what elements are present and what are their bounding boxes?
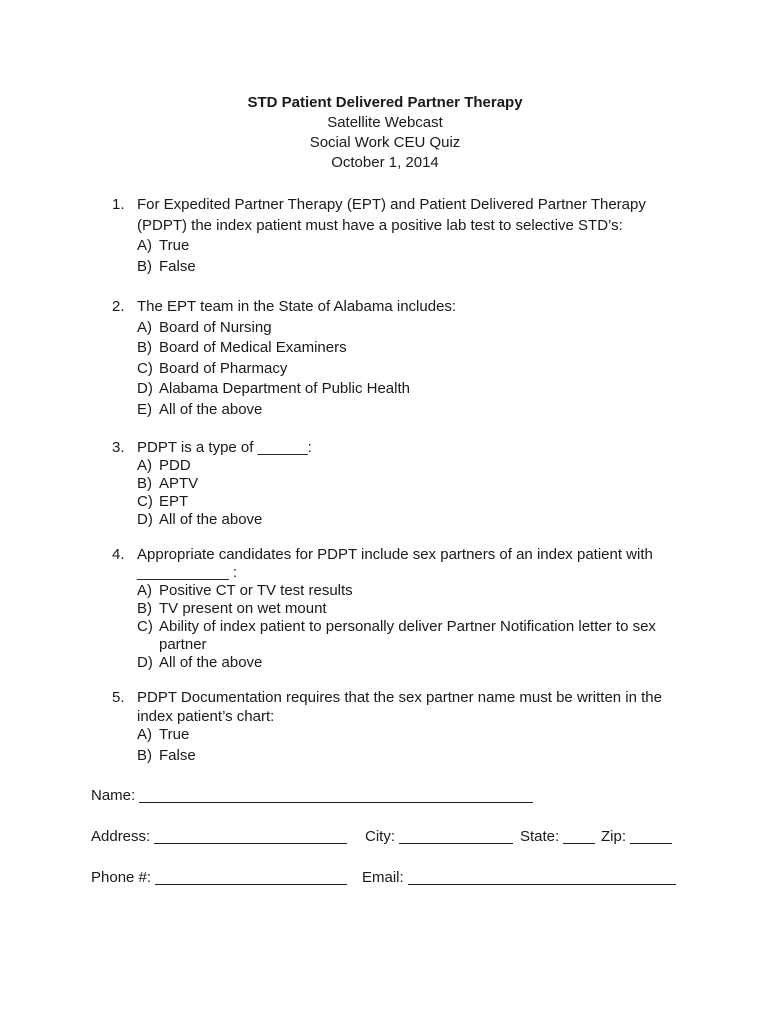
question-text [112, 439, 672, 457]
option-text: Positive CT or TV test results [159, 582, 353, 599]
question-text [112, 689, 672, 726]
question-line: The EPT team in the State of Alabama includes: [137, 298, 457, 315]
name-field [91, 786, 533, 806]
address-label: Address: [91, 828, 151, 845]
question-4 [112, 546, 672, 672]
option-d [137, 379, 672, 400]
option-text: False [159, 746, 196, 764]
option-text: Ability of index patient to personally deliver Partner Notification letter to sex [159, 618, 656, 635]
question-line: (PDPT) the index patient must have a positive lab test to selective STD’s: [137, 216, 623, 234]
option-letter: A) [137, 726, 152, 743]
question-1 [112, 195, 672, 277]
email-label: Email: [362, 869, 404, 886]
subtitle-date: October 1, 2014 [331, 154, 439, 171]
option-c [137, 493, 672, 511]
zip-input-line[interactable] [630, 827, 672, 844]
option-text: True [159, 237, 190, 254]
option-text: PDD [159, 457, 191, 474]
option-e [137, 400, 672, 421]
option-letter: B) [137, 746, 152, 764]
option-text: All of the above [159, 511, 263, 528]
city-field [365, 827, 513, 847]
question-number: 3. [112, 439, 125, 456]
question-line: PDPT Documentation requires that the sex partner name must be written in the [137, 689, 662, 706]
question-2 [112, 297, 672, 420]
phone-label: Phone #: [91, 869, 152, 886]
question-line: Appropriate candidates for PDPT include sex partners of an index patient with [137, 546, 653, 563]
option-letter: A) [137, 582, 152, 599]
option-c [137, 618, 672, 654]
option-text: EPT [159, 493, 189, 510]
option-a [137, 236, 672, 257]
question-line: ___________ : [137, 564, 238, 581]
option-letter: B) [137, 600, 152, 617]
option-letter: D) [137, 654, 153, 671]
option-c [137, 359, 672, 380]
option-letter: A) [137, 457, 152, 474]
option-a [137, 582, 672, 600]
option-text: Alabama Department of Public Health [159, 380, 410, 397]
question-line: index patient’s chart: [137, 707, 275, 725]
state-field [520, 827, 595, 847]
document-title: STD Patient Delivered Partner Therapy [247, 94, 523, 111]
name-label: Name: [91, 787, 136, 804]
question-text [112, 297, 672, 318]
question-5 [112, 689, 672, 765]
phone-input-line[interactable] [155, 868, 347, 885]
zip-label: Zip: [601, 828, 627, 845]
question-line: For Expedited Partner Therapy (EPT) and Patient Delivered Partner Therapy [137, 196, 646, 213]
address-field [91, 827, 347, 847]
option-letter: D) [137, 511, 153, 528]
question-line: PDPT is a type of ______: [137, 439, 312, 456]
city-input-line[interactable] [399, 827, 513, 844]
option-letter: C) [137, 618, 153, 635]
question-3 [112, 439, 672, 529]
option-text: False [159, 257, 196, 275]
address-input-line[interactable] [154, 827, 347, 844]
phone-field [91, 868, 347, 888]
option-letter: C) [137, 493, 153, 510]
city-label: City: [365, 828, 395, 845]
option-text: True [159, 726, 190, 743]
option-a [137, 457, 672, 475]
option-letter: C) [137, 359, 153, 377]
option-text: All of the above [159, 654, 263, 671]
option-letter: A) [137, 318, 152, 336]
option-d [137, 511, 672, 529]
option-text: partner [159, 636, 207, 653]
email-field [362, 868, 676, 888]
question-number: 1. [112, 196, 125, 213]
name-input-line[interactable] [139, 786, 533, 803]
option-a [137, 318, 672, 339]
option-b [137, 600, 672, 618]
option-d [137, 654, 672, 672]
option-text: Board of Pharmacy [159, 359, 288, 377]
option-text: TV present on wet mount [159, 600, 327, 617]
question-text [112, 195, 672, 236]
option-letter: B) [137, 475, 152, 492]
option-text: Board of Nursing [159, 318, 272, 336]
option-b [137, 257, 672, 278]
option-letter: A) [137, 237, 152, 254]
option-letter: D) [137, 380, 153, 397]
subtitle-quiz: Social Work CEU Quiz [309, 134, 461, 151]
option-letter: E) [137, 400, 152, 418]
question-text [112, 546, 672, 582]
option-letter: B) [137, 339, 152, 356]
option-letter: B) [137, 257, 152, 275]
option-b [137, 475, 672, 493]
question-number: 5. [112, 689, 125, 706]
state-label: State: [520, 828, 560, 845]
option-b [137, 338, 672, 359]
option-b [137, 747, 672, 766]
option-text: APTV [159, 475, 199, 492]
zip-field [601, 827, 672, 847]
subtitle-webcast: Satellite Webcast [327, 114, 443, 131]
email-input-line[interactable] [408, 868, 676, 885]
state-input-line[interactable] [563, 827, 595, 844]
option-a [137, 726, 672, 745]
question-number: 4. [112, 546, 125, 563]
question-number: 2. [112, 298, 125, 315]
option-text: All of the above [159, 400, 263, 418]
option-text: Board of Medical Examiners [159, 339, 347, 356]
